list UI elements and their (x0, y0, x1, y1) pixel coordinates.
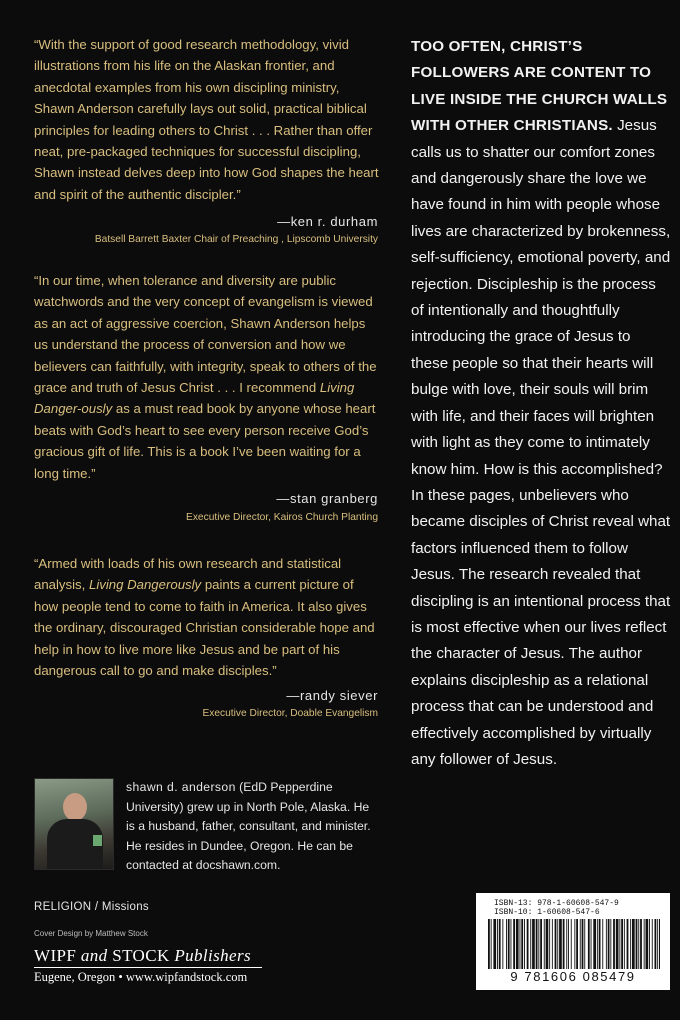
book-description (411, 34, 671, 773)
barcode-bar (649, 919, 650, 969)
barcode-bar (506, 919, 507, 969)
quote-text: “With the support of good research methodology, vivid illustrations from his life on the Alaskan frontier, and anecdotal examples from his own discipling ministry, Shawn Anderson carefully lays out solid, practical biblical principles for leading others to Christ . . . Rather than offer neat, pre-packaged techniques for successful discipling, Shawn instead delves deep into how God shapes the heart and spirit of the authentic discipler.” (34, 37, 379, 202)
barcode-bar (557, 919, 558, 969)
barcode-bar (544, 919, 545, 969)
quote-text (34, 270, 380, 484)
barcode-bar (524, 919, 525, 969)
barcode-bar (624, 919, 625, 969)
author-name: shawn d. anderson (126, 780, 236, 794)
barcode-bar (516, 919, 519, 969)
quote-author-siever: —randy siever (286, 688, 378, 703)
barcode-number: 9 781606 085479 (510, 969, 636, 984)
barcode-bars (488, 919, 660, 969)
isbn-10: ISBN-10: 1-60608-547-6 (494, 908, 600, 917)
isbn-13: ISBN-13: 978-1-60608-547-9 (494, 899, 619, 908)
barcode-bar (566, 919, 567, 969)
barcode-bar (571, 919, 572, 969)
barcode-bar (613, 919, 615, 969)
quote-granberg (34, 270, 380, 484)
barcode-bar (640, 919, 642, 969)
book-title: Living Danger-ously (34, 380, 355, 417)
barcode-bar (513, 919, 515, 969)
barcode-bar (582, 919, 584, 969)
barcode-bar (588, 919, 590, 969)
barcode-bar (502, 919, 503, 969)
quote-text-before: “In our time, when tolerance and diversity are public watchwords and the very concept of evangelism is viewed as an act of aggressive coercion, Shawn Anderson helps us understand the process of conversion and how we believers can faithfully, with integrity, speak to others of the grace and truth of Jesus Christ . . . I recommend (34, 273, 377, 396)
book-title: Living Dangerously (88, 577, 202, 593)
barcode-bar (619, 919, 620, 969)
barcode-bar (636, 919, 638, 969)
barcode-bar (576, 919, 578, 969)
barcode-bar (568, 919, 569, 969)
barcode-bar (499, 919, 501, 969)
author-bio-text: (EdD Pepperdine University) grew up in North Pole, Alaska. He is a husband, father, consultant, and minister. He resides in Dundee, Oregon. He can be contacted at docshawn.com. (126, 780, 371, 873)
barcode-bar (591, 919, 592, 969)
barcode-bar (580, 919, 581, 969)
barcode-bar (593, 919, 596, 969)
barcode-bar (644, 919, 645, 969)
barcode-bar (621, 919, 623, 969)
barcode-bar (538, 919, 539, 969)
barcode-bar (597, 919, 598, 969)
barcode (476, 893, 670, 990)
publisher-stock: STOCK (107, 946, 175, 965)
barcode-bar (602, 919, 603, 969)
quote-siever (34, 553, 380, 681)
barcode-bar (511, 919, 512, 969)
barcode-bar (559, 919, 562, 969)
barcode-bar (652, 919, 653, 969)
barcode-bar (630, 919, 631, 969)
barcode-bar (527, 919, 529, 969)
barcode-bar (638, 919, 639, 969)
barcode-bar (508, 919, 510, 969)
barcode-bar (616, 919, 619, 969)
quote-text-before: “Armed with loads of his own research and statistical analysis, (34, 556, 342, 593)
description-body: Jesus calls us to shatter our comfort zones and dangerously share the love we have found in him with people whose lives are characterized by brokenness, self-sufficiency, emotional poverty, and rejection. Discipleship is the process of intentionally and thoughtfully introducing the grace of Jesus to these people so that their hearts will bulge with love, their souls will brim with life, and their faces will brighten with light as they come to intimately know him. How is this accomplished? In these pages, unbelievers who became disciples of Christ reveal what factors influenced them to follow Jesus. The research revealed that discipling is an intentional process that is most effective when our lives reflect the character of Jesus. The author explains discipleship as a relational process that can be understood and effectively accomplished by virtually any follower of Jesus. (411, 117, 671, 768)
barcode-bar (632, 919, 635, 969)
barcode-bar (546, 919, 549, 969)
barcode-bar (606, 919, 607, 969)
barcode-bar (540, 919, 542, 969)
quote-author-granberg: —stan granberg (276, 491, 378, 506)
barcode-bar (555, 919, 557, 969)
publisher-address: Eugene, Oregon • www.wipfandstock.com (34, 970, 248, 984)
barcode-bar (563, 919, 565, 969)
barcode-bar (549, 919, 550, 969)
publisher-wipf: WIPF (34, 946, 81, 965)
barcode-bar (574, 919, 575, 969)
description-lead: TOO OFTEN, CHRIST’S FOLLOWERS ARE CONTENT TO LIVE INSIDE THE CHURCH WALLS WITH OTHER CHRISTIANS. (411, 38, 668, 135)
barcode-bar (552, 919, 553, 969)
author-bio (126, 778, 376, 876)
quote-text-after: as a must read book by anyone whose heart beats with God’s heart to see every person receive God’s gracious gift of life. This is a book I’ve been waiting for a long time.” (34, 401, 376, 481)
barcode-bar (536, 919, 538, 969)
publisher-publishers: Publishers (174, 946, 252, 965)
author-photo-head (63, 793, 87, 821)
barcode-bar (521, 919, 523, 969)
barcode-bar (491, 919, 492, 969)
cover-design-credit: Cover Design by Matthew Stock (34, 929, 148, 938)
barcode-bar (646, 919, 649, 969)
quote-author-title-durham: Batsell Barrett Baxter Chair of Preaching , Lipscomb University (94, 234, 378, 245)
barcode-bar (655, 919, 657, 969)
barcode-bar (599, 919, 601, 969)
barcode-bar (608, 919, 610, 969)
barcode-bar (627, 919, 629, 969)
publisher-and: and (80, 946, 108, 965)
barcode-bar (584, 919, 585, 969)
publisher-divider (34, 967, 262, 968)
barcode-bar (493, 919, 496, 969)
barcode-bar (610, 919, 611, 969)
quote-author-title-granberg: Executive Director, Kairos Church Planting (186, 512, 378, 523)
barcode-bar (530, 919, 531, 969)
barcode-bar (659, 919, 660, 969)
quote-durham (34, 34, 380, 205)
barcode-bar (657, 919, 658, 969)
barcode-bar (497, 919, 498, 969)
barcode-bar (520, 919, 521, 969)
author-photo (34, 778, 114, 870)
quote-text-after: paints a current picture of how people tend to come to faith in America. It also gives the ordinary, discouraged Christian considerable hope and help in how to live more like Jesus and be part of his dangerous call to go and make disciples.” (34, 577, 375, 679)
quote-text (34, 553, 380, 681)
publisher-name (34, 946, 251, 966)
barcode-bar (488, 919, 490, 969)
quote-author-title-siever: Executive Director, Doable Evangelism (202, 708, 378, 719)
category: RELIGION / Missions (34, 901, 149, 913)
author-photo-cup (93, 835, 102, 846)
quote-author-durham: —ken r. durham (277, 214, 378, 229)
barcode-bar (532, 919, 535, 969)
